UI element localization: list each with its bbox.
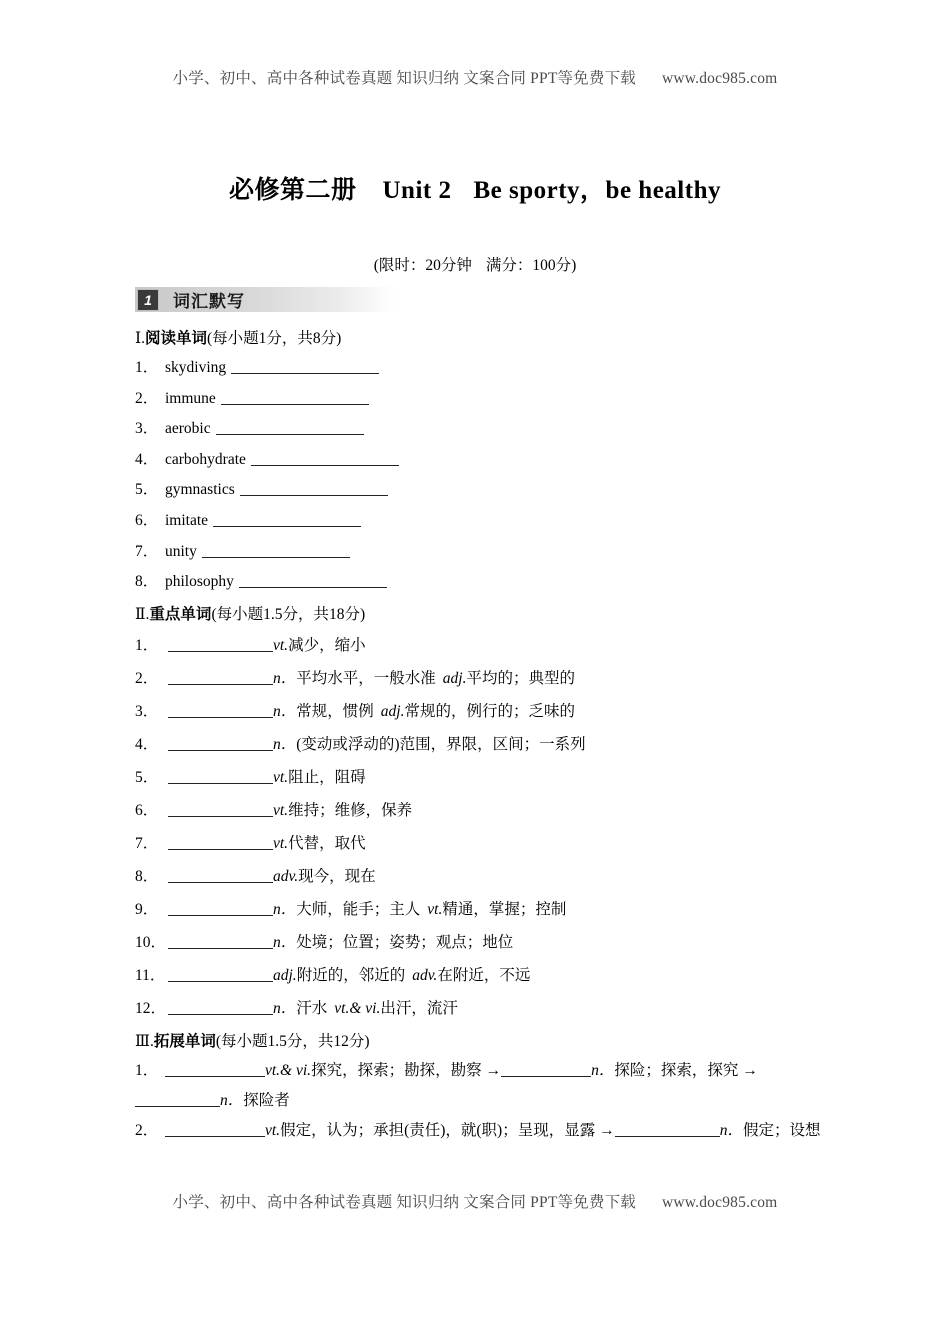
answer-blank[interactable] bbox=[168, 636, 273, 652]
section-extended-words bbox=[135, 1029, 825, 1146]
item-definition: 代替，取代 bbox=[288, 834, 366, 852]
part-of-speech: n． bbox=[719, 1121, 743, 1139]
item-index: 8． bbox=[135, 573, 159, 591]
section-score: (每小题1分，共8分) bbox=[207, 330, 342, 347]
vocab-item bbox=[135, 506, 825, 537]
answer-blank[interactable] bbox=[168, 966, 273, 982]
answer-blank[interactable] bbox=[168, 669, 273, 685]
running-footer bbox=[0, 1190, 950, 1212]
part-of-speech: vt. bbox=[265, 1121, 281, 1139]
item-index: 1． bbox=[135, 359, 159, 376]
item-index: 4． bbox=[135, 735, 159, 753]
vocab-item bbox=[135, 860, 825, 893]
answer-blank[interactable] bbox=[168, 999, 273, 1015]
vocab-item bbox=[135, 384, 825, 415]
derivation-arrow: → bbox=[485, 1061, 502, 1079]
answer-blank[interactable] bbox=[251, 450, 399, 466]
item-definition: 附近的，邻近的 bbox=[296, 966, 406, 984]
item-index: 1． bbox=[135, 636, 159, 654]
item-word: imitate bbox=[165, 511, 209, 529]
item-index: 3． bbox=[135, 702, 159, 720]
vocab-item bbox=[135, 414, 825, 445]
section-reading-words bbox=[135, 326, 825, 598]
item-index: 10． bbox=[135, 933, 167, 951]
item-word: immune bbox=[165, 389, 216, 407]
item-definition: 维持；维修，保养 bbox=[288, 801, 413, 819]
item-word: carbohydrate bbox=[165, 450, 246, 468]
item-definition: 现今，现在 bbox=[298, 867, 376, 885]
item-definition: 阻止，阻碍 bbox=[288, 768, 366, 786]
running-header-url: www.doc985.com bbox=[661, 70, 778, 87]
vocab-item bbox=[135, 1116, 825, 1146]
part-of-speech: vt. bbox=[273, 834, 289, 852]
section-roman: Ⅲ. bbox=[135, 1032, 154, 1050]
part-of-speech: n． bbox=[273, 900, 297, 918]
item-definition: 精通，掌握；控制 bbox=[442, 900, 567, 918]
vocab-item bbox=[135, 926, 825, 959]
answer-blank[interactable] bbox=[165, 1061, 265, 1077]
part-of-speech: vt. bbox=[273, 801, 289, 819]
item-index: 12． bbox=[135, 999, 167, 1017]
vocab-item bbox=[135, 695, 825, 728]
part-of-speech: n． bbox=[273, 669, 297, 687]
item-index: 6． bbox=[135, 511, 159, 529]
derivation-arrow: → bbox=[599, 1121, 615, 1139]
part-of-speech: n． bbox=[591, 1061, 615, 1079]
exam-total-score: 满分：100分) bbox=[485, 257, 577, 274]
section-banner-number: 1 bbox=[137, 289, 159, 311]
part-of-speech: vt.& vi. bbox=[334, 999, 381, 1017]
item-word: gymnastics bbox=[165, 481, 235, 499]
derivation-arrow: → bbox=[742, 1061, 758, 1079]
section-heading bbox=[135, 602, 825, 624]
part-of-speech: vt. bbox=[273, 768, 289, 786]
item-definition: 在附近，不远 bbox=[437, 966, 531, 984]
answer-blank[interactable] bbox=[221, 389, 369, 405]
item-index: 6． bbox=[135, 801, 159, 819]
vocab-item bbox=[135, 662, 825, 695]
vocab-item bbox=[135, 761, 825, 794]
item-word: unity bbox=[165, 542, 197, 560]
vocab-item bbox=[135, 1056, 825, 1116]
running-footer-url: www.doc985.com bbox=[661, 1194, 778, 1211]
answer-blank[interactable] bbox=[168, 735, 273, 751]
answer-blank[interactable] bbox=[168, 801, 273, 817]
item-index: 3． bbox=[135, 420, 159, 438]
part-of-speech: adj. bbox=[380, 702, 405, 720]
answer-blank[interactable] bbox=[165, 1121, 265, 1137]
part-of-speech: adj. bbox=[442, 669, 467, 687]
vocab-item bbox=[135, 353, 825, 384]
part-of-speech: n． bbox=[273, 702, 297, 720]
item-index: 2． bbox=[135, 389, 159, 407]
answer-blank[interactable] bbox=[168, 867, 273, 883]
answer-blank[interactable] bbox=[202, 542, 350, 558]
item-word: skydiving bbox=[165, 359, 227, 376]
item-definition: 汗水 bbox=[296, 999, 328, 1017]
item-index: 5． bbox=[135, 768, 159, 786]
part-of-speech: n． bbox=[273, 735, 297, 753]
answer-blank[interactable] bbox=[168, 933, 273, 949]
item-definition: 减少，缩小 bbox=[288, 636, 366, 654]
answer-blank[interactable] bbox=[168, 702, 273, 718]
part-of-speech: vt. bbox=[273, 636, 289, 654]
item-definition: 平均水平，一般水准 bbox=[296, 669, 436, 687]
item-definition: 假定，认为；承担(责任)，就(职)；呈现，显露 bbox=[280, 1121, 596, 1139]
title-book: 必修第二册 bbox=[228, 177, 357, 204]
item-index: 5． bbox=[135, 481, 159, 499]
vocab-item bbox=[135, 959, 825, 992]
part-of-speech: n． bbox=[220, 1091, 244, 1109]
item-definition: 常规的，例行的；乏味的 bbox=[404, 702, 575, 720]
item-index: 11． bbox=[135, 966, 166, 984]
item-definition: 探究，探索；勘探，勘察 bbox=[311, 1061, 482, 1079]
exam-meta bbox=[0, 253, 950, 275]
section-key-words bbox=[135, 602, 825, 1025]
section-score: (每小题1.5分，共18分) bbox=[211, 605, 366, 623]
page-title bbox=[0, 170, 950, 206]
section-banner bbox=[135, 287, 395, 312]
item-definition: 假定；设想 bbox=[742, 1121, 821, 1139]
running-header bbox=[0, 66, 950, 88]
answer-blank[interactable] bbox=[615, 1121, 720, 1137]
part-of-speech: adv. bbox=[412, 966, 438, 984]
part-of-speech: vt.& vi. bbox=[265, 1061, 312, 1079]
exam-time-limit: (限时：20分钟 bbox=[373, 257, 472, 274]
section-roman: Ⅰ. bbox=[135, 330, 145, 347]
part-of-speech: n． bbox=[273, 999, 297, 1017]
section-score: (每小题1.5分，共12分) bbox=[215, 1032, 370, 1050]
answer-blank[interactable] bbox=[213, 511, 361, 527]
item-definition: 平均的；典型的 bbox=[466, 669, 575, 687]
vocab-item bbox=[135, 537, 825, 568]
vocab-item bbox=[135, 475, 825, 506]
item-definition: 处境；位置；姿势；观点；地位 bbox=[296, 933, 514, 951]
title-unit: Unit 2 bbox=[382, 177, 452, 204]
answer-blank[interactable] bbox=[240, 480, 388, 496]
item-index: 2． bbox=[135, 1121, 159, 1139]
item-index: 7． bbox=[135, 542, 159, 560]
part-of-speech: vt. bbox=[427, 900, 443, 918]
vocab-item bbox=[135, 629, 825, 662]
answer-blank[interactable] bbox=[168, 900, 273, 916]
answer-blank[interactable] bbox=[501, 1061, 591, 1077]
section-heading bbox=[135, 326, 825, 348]
part-of-speech: adv. bbox=[273, 867, 299, 885]
section-banner-label: 词汇默写 bbox=[173, 292, 245, 311]
vocab-item bbox=[135, 992, 825, 1025]
item-index: 8． bbox=[135, 867, 159, 885]
part-of-speech: adj. bbox=[273, 966, 297, 984]
answer-blank[interactable] bbox=[216, 419, 364, 435]
item-definition: 探险；探索，探究 bbox=[614, 1061, 739, 1079]
item-definition: 大师，能手；主人 bbox=[296, 900, 421, 918]
section-name: 拓展单词 bbox=[153, 1032, 216, 1050]
item-index: 1． bbox=[135, 1061, 159, 1079]
running-header-text: 小学、初中、高中各种试卷真题 知识归纳 文案合同 PPT等免费下载 bbox=[172, 70, 636, 87]
answer-blank[interactable] bbox=[231, 358, 379, 374]
section-roman: Ⅱ. bbox=[135, 605, 150, 623]
answer-blank[interactable] bbox=[135, 1091, 220, 1107]
item-word: philosophy bbox=[165, 573, 234, 591]
item-definition: 常规，惯例 bbox=[296, 702, 374, 720]
vocab-item bbox=[135, 728, 825, 761]
section-name: 阅读单词 bbox=[145, 330, 208, 347]
answer-blank[interactable] bbox=[168, 768, 273, 784]
item-definition: 探险者 bbox=[243, 1091, 290, 1109]
item-definition: (变动或浮动的)范围，界限，区间；一系列 bbox=[296, 735, 586, 753]
item-word: aerobic bbox=[165, 420, 211, 438]
vocab-item bbox=[135, 567, 825, 598]
part-of-speech: n． bbox=[273, 933, 297, 951]
vocab-item bbox=[135, 893, 825, 926]
vocab-item bbox=[135, 794, 825, 827]
vocab-item bbox=[135, 827, 825, 860]
section-name: 重点单词 bbox=[149, 605, 212, 623]
section-heading bbox=[135, 1029, 825, 1051]
running-footer-text: 小学、初中、高中各种试卷真题 知识归纳 文案合同 PPT等免费下载 bbox=[172, 1194, 636, 1211]
item-definition: 出汗，流汗 bbox=[380, 999, 458, 1017]
answer-blank[interactable] bbox=[239, 572, 387, 588]
exercise-content bbox=[135, 326, 825, 1146]
answer-blank[interactable] bbox=[168, 834, 273, 850]
title-name: Be sporty，be healthy bbox=[473, 177, 721, 204]
item-index: 4． bbox=[135, 450, 159, 468]
item-index: 2． bbox=[135, 669, 159, 687]
item-index: 9． bbox=[135, 900, 159, 918]
item-index: 7． bbox=[135, 834, 159, 852]
vocab-item bbox=[135, 445, 825, 476]
